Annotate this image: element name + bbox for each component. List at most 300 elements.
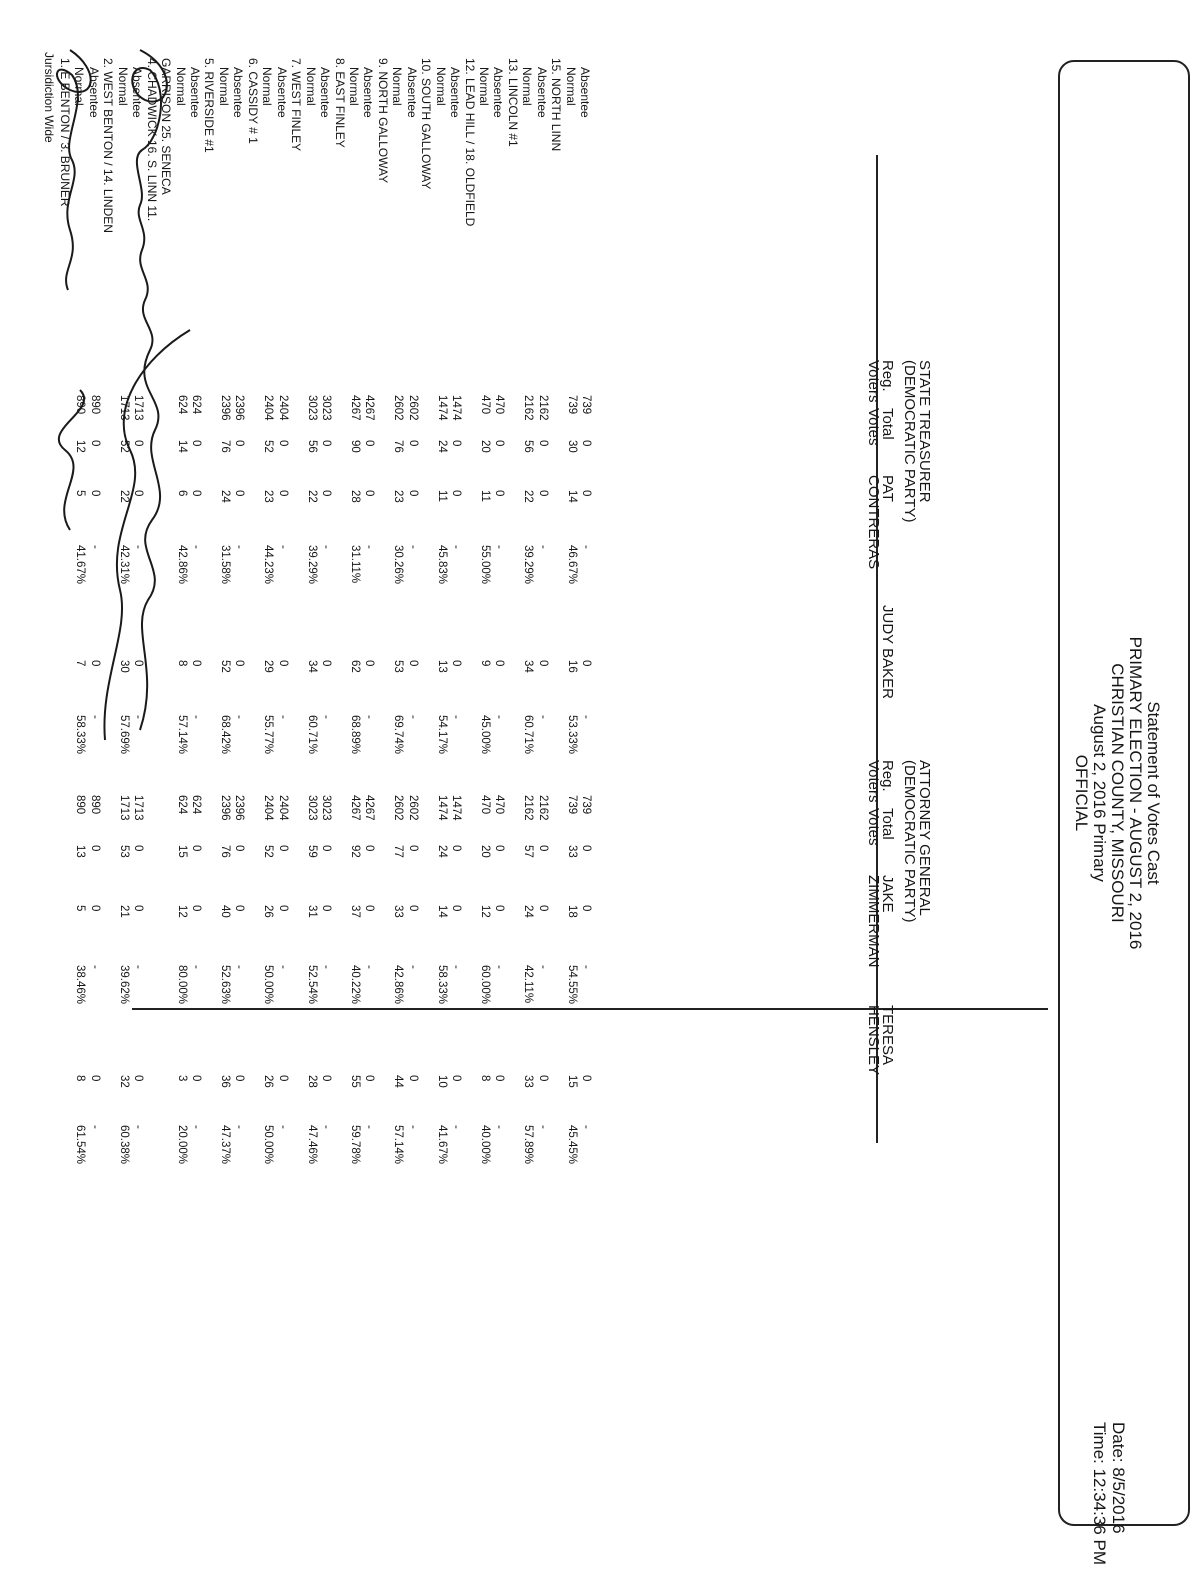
cell-value: 52.54% — [305, 965, 318, 1005]
cell-value: - — [536, 965, 549, 969]
cell-value: 30 — [117, 660, 130, 673]
cell-value: 0 — [406, 1075, 419, 1082]
cell-value: 40.00% — [479, 1125, 492, 1165]
cell-value: 2162 — [536, 395, 549, 421]
total-votes-header: Total — [879, 408, 896, 440]
title-line: OFFICIAL — [1072, 754, 1091, 832]
cell-value: - — [536, 1125, 549, 1129]
cell-value: - — [536, 715, 549, 719]
cell-value: 45.00% — [479, 715, 492, 755]
cell-value: 53.33% — [565, 715, 578, 755]
candidate-header: JUDY BAKER — [879, 605, 896, 699]
cell-value: 42.86% — [392, 965, 405, 1005]
cell-value: 20.00% — [175, 1125, 188, 1165]
cell-value: 0 — [450, 1075, 463, 1082]
cell-value: 0 — [493, 905, 506, 912]
cell-value: - — [580, 545, 593, 549]
cell-value: 42.86% — [175, 545, 188, 585]
cell-value: - — [450, 965, 463, 969]
cell-value: 624 — [175, 795, 188, 815]
cell-value: 1713 — [132, 395, 145, 421]
cell-value: - — [190, 715, 203, 719]
cell-value: - — [363, 965, 376, 969]
cell-value: 470 — [479, 795, 492, 815]
cell-value: - — [190, 545, 203, 549]
cell-value: 92 — [349, 845, 361, 858]
cell-value: 24 — [435, 845, 448, 858]
cell-value: 739 — [565, 795, 578, 815]
precinct-label: 8. EAST FINLEY — [332, 58, 347, 148]
cell-value: 15 — [565, 1075, 578, 1088]
cell-value: 5 — [74, 905, 87, 912]
cell-value: - — [88, 545, 101, 549]
cell-value: 11 — [479, 490, 492, 502]
precinct-label: 10. SOUTH GALLOWAY — [419, 58, 434, 190]
cell-value: 0 — [190, 905, 203, 912]
cell-value: 23 — [262, 490, 275, 503]
cell-value: - — [363, 545, 376, 549]
row-label: Normal — [303, 67, 318, 106]
cell-value: 0 — [132, 490, 145, 497]
cell-value: - — [493, 715, 506, 719]
precinct-label: GARRISON 25. SENECA — [159, 58, 174, 195]
candidate-header: TERESA — [879, 1005, 896, 1066]
cell-value: 31 — [305, 905, 318, 918]
cell-value: 57 — [522, 845, 535, 858]
cell-value: 739 — [565, 395, 578, 415]
cell-value: 0 — [320, 845, 333, 852]
cell-value: 0 — [233, 660, 246, 667]
cell-value: 76 — [392, 440, 405, 453]
cell-value: 0 — [580, 440, 593, 447]
cell-value: 28 — [349, 490, 361, 503]
candidate-header: HENSLEY — [865, 1005, 882, 1076]
cell-value: 1474 — [450, 795, 463, 821]
cell-value: 50.00% — [262, 965, 275, 1005]
row-label: Absentee — [361, 67, 376, 118]
candidate-header: PAT — [879, 475, 896, 502]
row-label: Normal — [72, 67, 87, 106]
cell-value: 0 — [233, 905, 246, 912]
cell-value: 0 — [276, 845, 289, 852]
cell-value: 24 — [435, 440, 448, 453]
cell-value: - — [132, 545, 145, 549]
cell-value: 3 — [175, 1075, 188, 1082]
cell-value: 0 — [536, 440, 549, 447]
cell-value: 54.17% — [435, 715, 448, 755]
cell-value: 0 — [132, 660, 145, 667]
cell-value: 40 — [218, 905, 231, 918]
cell-value: - — [233, 965, 246, 969]
cell-value: 8 — [479, 1075, 492, 1082]
cell-value: 0 — [190, 1075, 203, 1082]
cell-value: 2396 — [233, 795, 246, 821]
cell-value: 3023 — [305, 795, 318, 821]
cell-value: 42.11% — [522, 965, 535, 1004]
candidate-header: ZIMMERMAN — [865, 875, 882, 968]
cell-value: 26 — [262, 905, 275, 918]
row-label: Absentee — [130, 67, 145, 118]
title-line: PRIMARY ELECTION - AUGUST 2, 2016 — [1126, 636, 1145, 950]
cell-value: 2396 — [218, 795, 231, 821]
cell-value: 54.55% — [565, 965, 578, 1005]
cell-value: 52 — [117, 440, 130, 453]
cell-value: - — [190, 1125, 203, 1129]
cell-value: 3023 — [305, 395, 318, 421]
row-label: Normal — [390, 67, 405, 106]
cell-value: 3023 — [320, 395, 333, 421]
cell-value: 0 — [406, 490, 419, 497]
cell-value: 31.11% — [349, 545, 361, 584]
cell-value: 30 — [565, 440, 578, 453]
cell-value: 2162 — [522, 395, 535, 421]
cell-value: - — [493, 1125, 506, 1129]
row-label: Absentee — [534, 67, 549, 118]
cell-value: 739 — [580, 395, 593, 415]
cell-value: 6 — [175, 490, 188, 497]
precinct-label: 12. LEAD HILL / 18. OLDFIELD — [462, 58, 477, 227]
cell-value: 80.00% — [175, 965, 188, 1005]
cell-value: 0 — [320, 440, 333, 447]
cell-value: - — [233, 715, 246, 719]
row-label: Normal — [563, 67, 578, 106]
candidate-header: CONTRERAS — [865, 475, 882, 570]
cell-value: 60.71% — [522, 715, 535, 755]
cell-value: - — [450, 715, 463, 719]
cell-value: 2404 — [276, 395, 289, 421]
cell-value: - — [320, 715, 333, 719]
total-votes-header: Total — [879, 808, 896, 840]
cell-value: - — [88, 965, 101, 969]
cell-value: 62 — [349, 660, 361, 673]
cell-value: 53 — [392, 660, 405, 673]
cell-value: 33 — [565, 845, 578, 858]
contest-party: (DEMOCRATIC PARTY) — [901, 760, 918, 923]
cell-value: - — [406, 715, 419, 719]
cell-value: 56 — [305, 440, 318, 453]
cell-value: 22 — [522, 490, 535, 503]
cell-value: 5 — [74, 490, 87, 497]
cell-value: 470 — [493, 395, 506, 415]
cell-value: 0 — [580, 845, 593, 852]
cell-value: - — [580, 965, 593, 969]
cell-value: 0 — [580, 660, 593, 667]
cell-value: - — [276, 965, 289, 969]
cell-value: 2602 — [392, 795, 405, 821]
header-rule-right — [132, 1008, 1048, 1010]
cell-value: - — [406, 545, 419, 549]
cell-value: 61.54% — [74, 1125, 87, 1165]
row-label: Normal — [433, 67, 448, 106]
reg-voters-header: Voters — [865, 760, 882, 803]
row-label: Absentee — [404, 67, 419, 118]
cell-value: 4267 — [363, 395, 376, 421]
cell-value: - — [88, 715, 101, 719]
header-box — [1058, 60, 1190, 1565]
cell-value: 0 — [276, 490, 289, 497]
cell-value: 2162 — [522, 795, 535, 821]
cell-value: 2602 — [406, 395, 419, 421]
cell-value: - — [320, 1125, 333, 1129]
row-label: Absentee — [448, 67, 463, 118]
cell-value: 0 — [190, 845, 203, 852]
cell-value: 39.29% — [305, 545, 318, 585]
cell-value: 0 — [88, 660, 101, 667]
row-label: Absentee — [491, 67, 506, 118]
row-label: Absentee — [274, 67, 289, 118]
cell-value: 57.69% — [117, 715, 130, 755]
cell-value: 68.89% — [349, 715, 361, 755]
cell-value: 0 — [580, 1075, 593, 1082]
cell-value: 0 — [363, 845, 376, 852]
cell-value: 76 — [218, 440, 231, 453]
cell-value: 52 — [262, 845, 275, 858]
cell-value: 45.83% — [435, 545, 448, 585]
cell-value: 2162 — [536, 795, 549, 821]
cell-value: 0 — [580, 490, 593, 497]
cell-value: 76 — [218, 845, 231, 858]
cell-value: 470 — [493, 795, 506, 815]
cell-value: 890 — [74, 395, 87, 415]
cell-value: 890 — [88, 395, 101, 415]
precinct-label: 4. CHADWICK 16. S. LINN 11. — [144, 58, 159, 222]
cell-value: - — [132, 715, 145, 719]
reg-voters-header: Voters — [865, 360, 882, 403]
cell-value: 18 — [565, 905, 578, 918]
cell-value: 58.33% — [74, 715, 87, 755]
contest-party: (DEMOCRATIC PARTY) — [901, 360, 918, 523]
cell-value: 0 — [233, 490, 246, 497]
reg-voters-header: Reg. — [879, 360, 896, 392]
cell-value: 55.77% — [262, 715, 275, 755]
cell-value: 14 — [435, 905, 448, 918]
cell-value: 39.62% — [117, 965, 130, 1005]
cell-value: 68.42% — [218, 715, 231, 755]
precinct-label: 7. WEST FINLEY — [289, 58, 304, 152]
cell-value: 1713 — [117, 795, 130, 821]
cell-value: 2602 — [406, 795, 419, 821]
cell-value: 0 — [406, 440, 419, 447]
cell-value: 890 — [74, 795, 87, 815]
cell-value: 40.22% — [349, 965, 361, 1005]
cell-value: 60.00% — [479, 965, 492, 1005]
candidate-header: JAKE — [879, 875, 896, 913]
row-label: Normal — [115, 67, 130, 106]
cell-value: 2396 — [218, 395, 231, 421]
cell-value: 0 — [493, 440, 506, 447]
cell-value: 12 — [175, 905, 188, 918]
jurisdiction-header: Jursidiction Wide — [42, 52, 56, 143]
cell-value: - — [450, 1125, 463, 1129]
cell-value: 56 — [522, 440, 535, 453]
cell-value: 31.58% — [218, 545, 231, 585]
cell-value: 69.74% — [392, 715, 405, 755]
cell-value: 36 — [218, 1075, 231, 1088]
cell-value: 39.29% — [522, 545, 535, 585]
report-title — [1072, 62, 1162, 1524]
cell-value: 1713 — [117, 395, 130, 421]
cell-value: 2404 — [276, 795, 289, 821]
cell-value: 41.67% — [74, 545, 87, 585]
cell-value: 0 — [132, 440, 145, 447]
precinct-label: 13. LINCOLN #1 — [505, 58, 520, 147]
cell-value: 50.00% — [262, 1125, 275, 1165]
cell-value: 0 — [363, 490, 376, 497]
cell-value: 0 — [493, 845, 506, 852]
cell-value: 46.67% — [565, 545, 578, 585]
row-label: Normal — [260, 67, 275, 106]
cell-value: 20 — [479, 845, 492, 858]
cell-value: - — [276, 1125, 289, 1129]
row-label: Normal — [347, 67, 361, 106]
cell-value: 0 — [132, 845, 145, 852]
cell-value: - — [88, 1125, 101, 1129]
cell-value: - — [276, 545, 289, 549]
cell-value: 52 — [262, 440, 275, 453]
cell-value: - — [493, 965, 506, 969]
cell-value: 2602 — [392, 395, 405, 421]
cell-value: - — [132, 965, 145, 969]
cell-value: 32 — [117, 1075, 130, 1088]
cell-value: 90 — [349, 440, 361, 453]
cell-value: 2404 — [262, 795, 275, 821]
cell-value: 0 — [233, 440, 246, 447]
cell-value: - — [450, 545, 463, 549]
cell-value: 0 — [190, 440, 203, 447]
row-label: Normal — [520, 67, 535, 106]
cell-value: 0 — [132, 1075, 145, 1082]
cell-value: 0 — [363, 440, 376, 447]
cell-value: 12 — [74, 440, 87, 453]
cell-value: 0 — [132, 905, 145, 912]
cell-value: 0 — [88, 490, 101, 497]
cell-value: - — [536, 545, 549, 549]
cell-value: 29 — [262, 660, 275, 673]
cell-value: 0 — [536, 660, 549, 667]
cell-value: 52.63% — [218, 965, 231, 1005]
cell-value: - — [233, 545, 246, 549]
cell-value: 38.46% — [74, 965, 87, 1005]
cell-value: 33 — [392, 905, 405, 918]
signature — [10, 30, 203, 750]
cell-value: 0 — [190, 660, 203, 667]
cell-value: 0 — [493, 660, 506, 667]
cell-value: - — [132, 1125, 145, 1129]
cell-value: 8 — [74, 1075, 87, 1082]
cell-value: 0 — [88, 905, 101, 912]
cell-value: 890 — [88, 795, 101, 815]
cell-value: 13 — [435, 660, 448, 673]
cell-value: 0 — [276, 1075, 289, 1082]
cell-value: 0 — [276, 905, 289, 912]
cell-value: 26 — [262, 1075, 275, 1088]
cell-value: 24 — [522, 905, 535, 918]
cell-value: - — [190, 965, 203, 969]
cell-value: 10 — [435, 1075, 448, 1088]
header-bottom-rule — [877, 155, 879, 1143]
cell-value: 60.71% — [305, 715, 318, 755]
cell-value: 13 — [74, 845, 87, 858]
cell-value: 0 — [320, 660, 333, 667]
cell-value: 1474 — [450, 395, 463, 421]
cell-value: 0 — [450, 905, 463, 912]
cell-value: 24 — [218, 490, 231, 503]
cell-value: 0 — [406, 845, 419, 852]
cell-value: 60.38% — [117, 1125, 130, 1165]
cell-value: 44 — [392, 1075, 405, 1088]
cell-value: 28 — [305, 1075, 318, 1088]
cell-value: 34 — [305, 660, 318, 673]
cell-value: 0 — [88, 440, 101, 447]
cell-value: 21 — [117, 905, 130, 918]
cell-value: 14 — [175, 440, 188, 453]
cell-value: - — [233, 1125, 246, 1129]
cell-value: 8 — [175, 660, 188, 667]
precinct-label: 6. CASSIDY # 1 — [245, 58, 260, 144]
cell-value: 16 — [565, 660, 578, 673]
contest-title: STATE TREASURER — [916, 360, 933, 503]
cell-value: - — [406, 1125, 419, 1129]
cell-value: - — [493, 545, 506, 549]
reg-voters-header: Reg. — [879, 760, 896, 792]
cell-value: 0 — [450, 845, 463, 852]
cell-value: 0 — [233, 1075, 246, 1082]
cell-value: 0 — [450, 660, 463, 667]
row-label: Absentee — [578, 67, 593, 118]
report-time: Time: 12:34:36 PM — [1090, 1422, 1109, 1565]
cell-value: 45.45% — [565, 1125, 578, 1165]
cell-value: 9 — [479, 660, 492, 667]
precinct-label: 2. WEST BENTON / 14. LINDEN — [101, 58, 116, 233]
cell-value: 0 — [363, 1075, 376, 1082]
cell-value: 1713 — [132, 795, 145, 821]
cell-value: 42.31% — [117, 545, 130, 585]
total-votes-header: Votes — [865, 808, 882, 846]
cell-value: 47.37% — [218, 1125, 231, 1165]
cell-value: 624 — [175, 395, 188, 415]
cell-value: 52 — [218, 660, 231, 673]
cell-value: 0 — [320, 905, 333, 912]
cell-value: - — [320, 545, 333, 549]
contest-title: ATTORNEY GENERAL — [916, 760, 933, 916]
cell-value: 15 — [175, 845, 188, 858]
cell-value: 0 — [450, 490, 463, 497]
cell-value: 0 — [320, 490, 333, 497]
cell-value: 624 — [190, 795, 203, 815]
cell-value: 0 — [190, 490, 203, 497]
cell-value: - — [320, 965, 333, 969]
cell-value: 20 — [479, 440, 492, 453]
cell-value: 1474 — [435, 795, 448, 821]
cell-value: 0 — [536, 845, 549, 852]
cell-value: 0 — [580, 905, 593, 912]
total-votes-header: Votes — [865, 408, 882, 446]
cell-value: 470 — [479, 395, 492, 415]
row-label: Absentee — [318, 67, 333, 118]
cell-value: 44.23% — [262, 545, 275, 585]
cell-value: 77 — [392, 845, 405, 858]
cell-value: 0 — [406, 905, 419, 912]
report-datetime — [1090, 1422, 1128, 1565]
cell-value: 53 — [117, 845, 130, 858]
cell-value: 22 — [305, 490, 318, 503]
cell-value: 3023 — [320, 795, 333, 821]
cell-value: 0 — [493, 1075, 506, 1082]
cell-value: 0 — [536, 905, 549, 912]
cell-value: 34 — [522, 660, 535, 673]
cell-value: - — [580, 715, 593, 719]
cell-value: 57.14% — [175, 715, 188, 755]
